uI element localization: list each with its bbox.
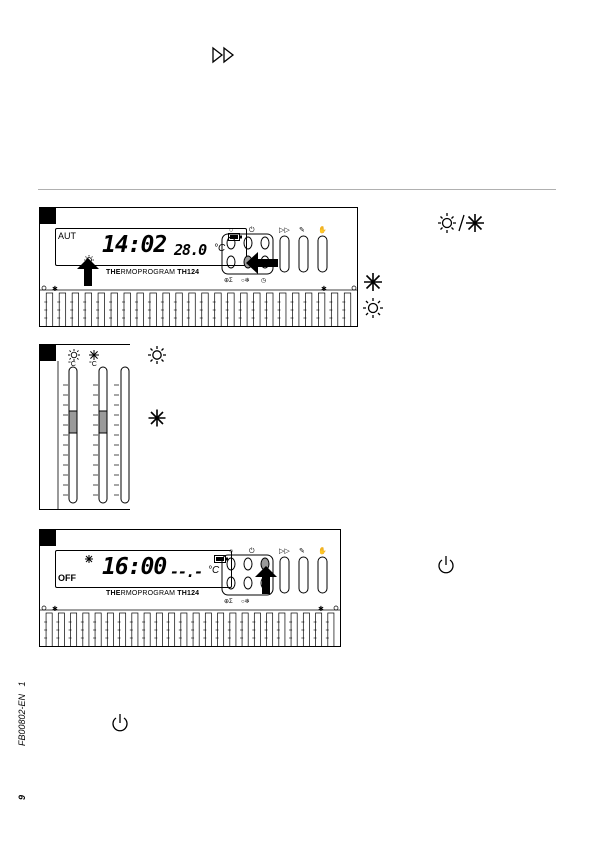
program-slot <box>181 613 187 646</box>
temperature-unit: °C <box>208 565 220 576</box>
svg-text:▷▷: ▷▷ <box>279 227 290 234</box>
slider-channels <box>40 361 130 509</box>
program-slot <box>344 293 350 326</box>
program-slot <box>72 293 78 326</box>
sun-icon <box>147 345 167 365</box>
svg-text:✋: ✋ <box>318 548 327 555</box>
program-slot <box>85 293 91 326</box>
program-slot <box>202 293 208 326</box>
svg-text:✱: ✱ <box>52 286 58 293</box>
svg-text:⏻: ⏻ <box>249 548 255 555</box>
program-slider-strip <box>40 600 340 646</box>
unit-right: °C <box>89 361 97 368</box>
svg-text:○❄: ○❄ <box>241 278 250 284</box>
mode-label: AUT <box>58 231 76 241</box>
clock-time: 14:02 <box>102 232 167 258</box>
page-number: 9 <box>17 794 27 800</box>
program-slot <box>316 613 322 646</box>
program-slot <box>150 293 156 326</box>
figure-number-tab <box>40 530 56 546</box>
fast-forward-icon <box>211 46 237 64</box>
svg-text:○: ○ <box>229 227 234 234</box>
figure-number-tab <box>40 208 56 224</box>
svg-text:✋: ✋ <box>318 227 327 234</box>
program-slot <box>218 613 224 646</box>
program-slot <box>71 613 77 646</box>
program-slider-strip <box>40 280 357 326</box>
unit-left: °C <box>68 361 76 368</box>
snowflake-icon <box>362 272 384 292</box>
svg-text:✱: ✱ <box>321 286 327 293</box>
power-icon <box>110 712 130 734</box>
clock-time: 16:00 <box>102 554 167 580</box>
brand-label: THERMOPROGRAM TH124 <box>106 590 200 597</box>
program-slot <box>98 293 104 326</box>
svg-text:▷▷: ▷▷ <box>279 548 290 555</box>
program-slot <box>291 613 297 646</box>
svg-text:○: ○ <box>229 548 234 555</box>
section-divider <box>38 189 556 190</box>
svg-text:◷: ◷ <box>261 278 267 284</box>
program-slot <box>228 293 234 326</box>
program-slot <box>279 293 285 326</box>
program-slot <box>279 613 285 646</box>
program-slot <box>230 613 236 646</box>
program-slot <box>132 613 138 646</box>
temperature-readout: 28.0 <box>174 241 207 259</box>
program-slot <box>137 293 143 326</box>
mode-label: OFF <box>58 573 76 583</box>
program-slot <box>176 293 182 326</box>
program-slot <box>156 613 162 646</box>
program-slot <box>331 293 337 326</box>
svg-text:○❄: ○❄ <box>241 599 250 605</box>
pointer-arrow-left <box>246 252 278 274</box>
program-slot <box>144 613 150 646</box>
program-slot <box>46 613 52 646</box>
program-slot <box>169 613 175 646</box>
svg-text:✎: ✎ <box>299 548 305 555</box>
program-slot <box>163 293 169 326</box>
program-slot <box>46 293 52 326</box>
document-code: FB00802-EN 1 <box>17 681 27 746</box>
figure-number-tab <box>40 345 56 361</box>
button-cluster <box>221 545 341 605</box>
figure2-slider-detail <box>39 344 130 510</box>
sun-icon <box>362 297 384 319</box>
program-slot <box>318 293 324 326</box>
program-slot <box>58 613 64 646</box>
program-slot <box>254 293 260 326</box>
program-slot <box>189 293 195 326</box>
program-slot <box>95 613 101 646</box>
lcd-display <box>55 550 232 588</box>
svg-text:✎: ✎ <box>299 227 305 234</box>
program-slot <box>107 613 113 646</box>
program-slot <box>215 293 221 326</box>
snowflake-small-icon <box>88 349 100 361</box>
program-slot <box>292 293 298 326</box>
program-slot <box>205 613 211 646</box>
button-cluster <box>221 224 341 284</box>
program-slot <box>267 293 273 326</box>
brand-label: THERMOPROGRAM TH124 <box>106 269 200 276</box>
snowflake-indicator-icon <box>84 554 94 564</box>
svg-text:⏻: ⏻ <box>249 227 255 234</box>
program-slot <box>328 613 334 646</box>
program-slot <box>254 613 260 646</box>
program-slot <box>83 613 89 646</box>
program-slot <box>120 613 126 646</box>
program-slot <box>193 613 199 646</box>
program-slot <box>305 293 311 326</box>
program-slot <box>59 293 65 326</box>
power-icon <box>436 554 456 576</box>
program-slot <box>267 613 273 646</box>
temperature-unit: °C <box>214 243 226 254</box>
pointer-arrow-up <box>255 566 277 594</box>
program-slot <box>303 613 309 646</box>
program-slot <box>242 613 248 646</box>
figure3-thermostat-panel <box>39 529 341 647</box>
program-slot <box>124 293 130 326</box>
svg-text:✱: ✱ <box>318 606 324 613</box>
svg-text:⊕Σ: ⊕Σ <box>224 278 233 284</box>
snowflake-icon <box>147 408 167 428</box>
svg-text:⊕Σ: ⊕Σ <box>224 599 233 605</box>
program-slot <box>111 293 117 326</box>
sun-small-icon <box>68 349 80 361</box>
figure1-thermostat-panel <box>39 207 358 327</box>
program-slot <box>241 293 247 326</box>
sun-snowflake-toggle-icon <box>438 211 486 235</box>
svg-text:✱: ✱ <box>52 606 58 613</box>
temperature-readout: --.- <box>170 563 203 581</box>
